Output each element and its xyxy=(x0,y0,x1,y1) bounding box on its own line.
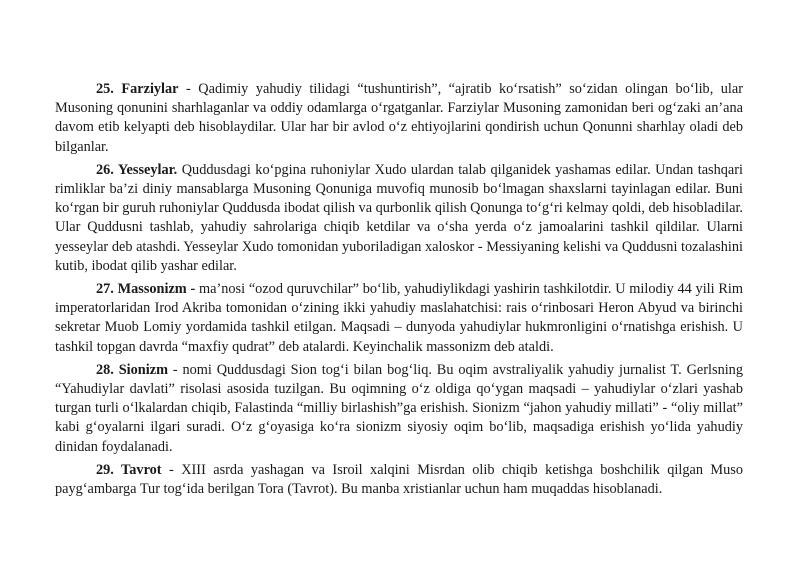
entry-separator: - xyxy=(167,361,183,378)
glossary-entry-29 xyxy=(55,461,743,499)
entry-term: 29. Tavrot xyxy=(96,461,162,478)
entry-text: XIII asrda yashagan va Isroil xalqini Misrdan olib chiqib ketishga boshchilik qilgan Muso payg‘ambarga Tur tog‘ida berilgan Tora (Tavrot). Bu manba xristianlar uchun ham muqaddas hisoblanadi. xyxy=(55,461,743,498)
entry-term: 27. Massonizm - xyxy=(96,281,196,298)
entry-term: 26. Yesseylar. xyxy=(96,161,178,178)
entry-separator: - xyxy=(161,461,182,478)
entry-term: 25. Farziylar xyxy=(96,81,179,97)
entry-term: 28. Sionizm xyxy=(96,361,168,378)
glossary-entry-27 xyxy=(55,280,743,357)
entry-text: Qadimiy yahudiy tilidagi “tushuntirish”, “ajratib ko‘rsatish” so‘zidan olingan bo‘lib, ular Musoning qonunini sharhlaganlar va oddiy odamlarga o‘rgatganlar. Farziylar Musoning zamonidan beri og‘zaki an’ana davom etib kelyapti deb hisoblaydilar. Ular har bir avlod o‘z ehtiyojlarini qondirish uchun Qonunni sharhlay oladi deb bilganlar. xyxy=(55,81,743,155)
glossary-entry-26 xyxy=(55,161,743,276)
glossary-entry-28 xyxy=(55,361,743,457)
entry-text: Quddusdagi ko‘pgina ruhoniylar Xudo ulardan talab qilganidek yashamas edilar. Undan tashqari rimliklar ba’zi diniy mansablarga Musoning Qonuniga muvofiq munosib bo‘lmagan shaxslarni tayinlagan edilar. Buni ko‘rgan bir guruh ruhoniylar Quddusda ibodat qilish va qurbonlik qilish Qonunga to‘g‘ri kelmay qoldi, deb hisobladilar. Ular Quddusni tashlab, yahudiy sahrolariga chiqib ketdilar va o‘sha yerda o‘z jamoalarini tashkil qildilar. Ularni yesseylar deb atashdi. Yesseylar Xudo tomonidan yuboriladigan xaloskor - Messiyaning kelishi va Quddusni tozalashini kutib, ibodat qilib yashar edilar. xyxy=(55,161,743,274)
entry-text: ma’nosi “ozod quruvchilar” bo‘lib, yahudiylikdagi yashirin tashkilotdir. U milodiy 44 yili Rim imperatorlaridan Irod Akriba tomonidan o‘zining ikki yahudiy maslahatchisi: rais o‘rinbosari Heron Abyud va birinchi sekretar Muob Lomiy yordamida tashkil etilgan. Maqsadi – dunyoda yahudiylar hukmronligini o‘rnatishga erishish. U tashkil topgan davrda “maxfiy qudrat” deb atalardi. Keyinchalik massonizm deb ataldi. xyxy=(55,281,743,355)
entry-text: nomi Quddusdagi Sion tog‘i bilan bog‘liq. Bu oqim avstraliyalik yahudiy jurnalist T. Gerlsning “Yahudiylar davlati” risolasi asosida tuzilgan. Bu oqimning o‘z oldiga qo‘ygan maqsadi – yahudiylar o‘zlari yashab turgan turli o‘lkalardan chiqib, Falastinda “milliy birlashish”ga erishish. Sionizm “jahon yahudiy millati” - “oliy millat” kabi g‘oyalarni ilgari suradi. O‘z g‘oyasiga ko‘ra sionizm siyosiy oqim bo‘lib, maqsadiga erishish yo‘lida yahudiy dinidan foydalanadi. xyxy=(55,361,743,455)
glossary-entry-25 xyxy=(55,80,743,157)
entry-separator: - xyxy=(178,81,199,97)
